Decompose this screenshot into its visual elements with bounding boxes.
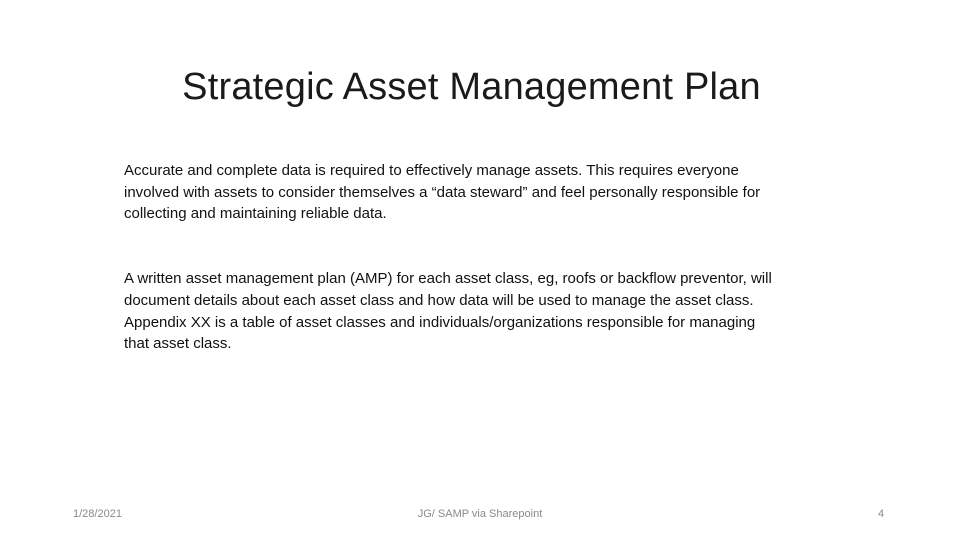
page-number: 4 (878, 508, 885, 520)
slide-body (124, 160, 774, 355)
footer-date: 1/28/2021 (73, 508, 122, 520)
slide-title: Strategic Asset Management Plan (182, 66, 761, 108)
footer-text: JG/ SAMP via Sharepoint (417, 508, 543, 520)
body-paragraph-1: Accurate and complete data is required to effectively manage assets. This requires everyone involved with assets to consider themselves a “data steward” and feel personally responsible for collecting and maintaining reliable data. (124, 162, 761, 223)
body-paragraph-2: A written asset management plan (AMP) for each asset class, eg, roofs or backflow preventor, will document details about each asset class and how data will be used to manage the asset class. Appendix XX is a table of asset classes and individuals/organizations responsible for managing that asset class. (124, 270, 772, 353)
